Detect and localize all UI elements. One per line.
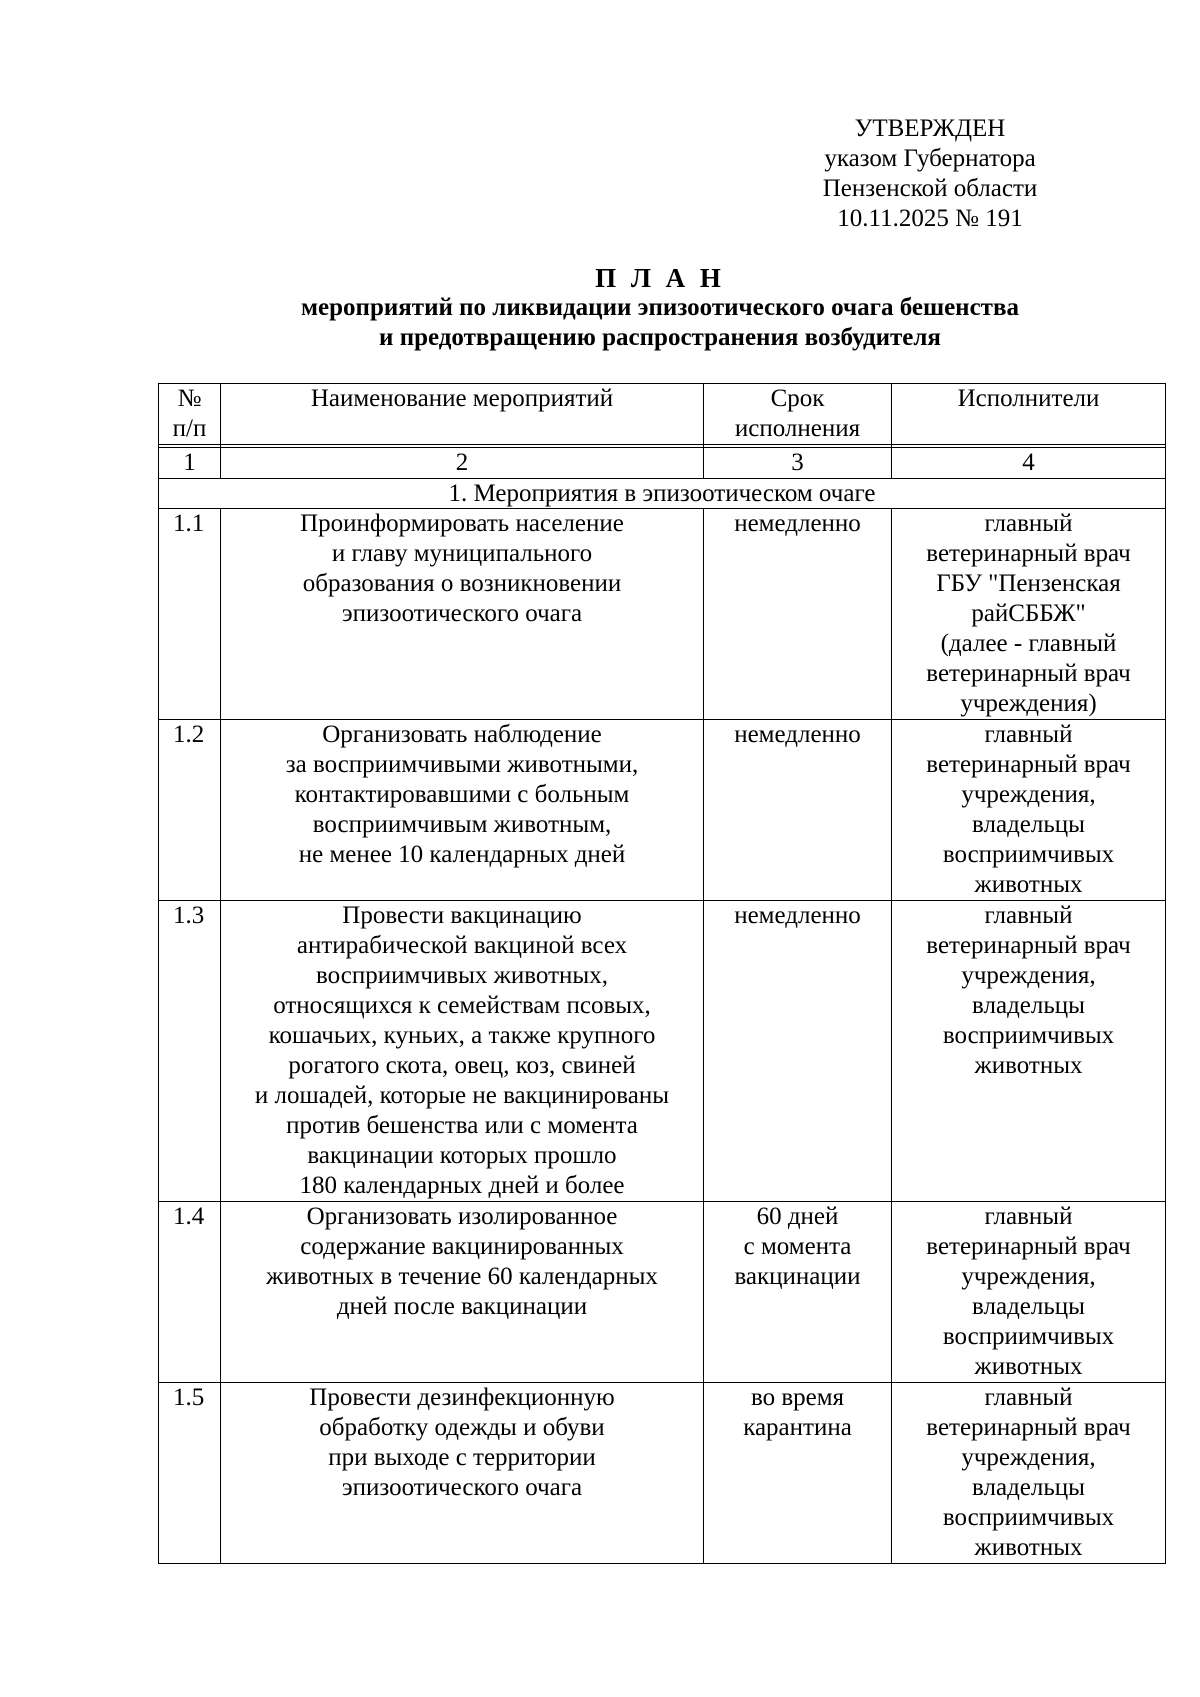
executors-line: учреждения,: [961, 962, 1096, 989]
action-line: рогатого скота, овец, коз, свиней: [288, 1052, 636, 1079]
deadline-line: вакцинации: [734, 1263, 861, 1290]
table-row: [159, 1383, 1166, 1564]
executors-line: главный: [984, 510, 1073, 537]
approval-line: указом Губернатора: [824, 145, 1036, 172]
column-number-cell: 4: [892, 448, 1166, 479]
executors-line: главный: [984, 1384, 1073, 1411]
action-line: и главу муниципального: [331, 540, 593, 567]
table-header-row: [159, 384, 1166, 445]
action-line: эпизоотического очага: [341, 1474, 583, 1501]
row-number: 1.4: [159, 1202, 221, 1383]
action-line: против бешенства или с момента: [286, 1112, 638, 1139]
executors-line: учреждения): [960, 690, 1097, 717]
approval-line: 10.11.2025 № 191: [837, 205, 1023, 232]
executors-line: главный: [984, 902, 1073, 929]
executors-line: учреждения,: [961, 781, 1096, 808]
executors-line: главный: [984, 1203, 1073, 1230]
table-row: [159, 720, 1166, 901]
action-line: Организовать наблюдение: [322, 721, 602, 748]
executors-line: ветеринарный врач: [926, 751, 1131, 778]
executors-line: владельцы: [972, 1474, 1085, 1501]
executors-line: ветеринарный врач: [926, 1233, 1131, 1260]
deadline-cell: [704, 901, 892, 1202]
action-cell: [221, 1202, 704, 1383]
action-line: восприимчивым животным,: [312, 811, 612, 838]
action-line: Провести дезинфекционную: [309, 1384, 615, 1411]
executors-line: животных: [974, 1353, 1083, 1380]
header-text: №: [177, 385, 202, 412]
action-line: при выходе с территории: [328, 1444, 596, 1471]
header-text: Наименование мероприятий: [310, 385, 614, 412]
action-line: образования о возникновении: [302, 570, 622, 597]
row-number: 1.5: [159, 1383, 221, 1564]
action-cell: [221, 720, 704, 901]
executors-line: животных: [974, 1534, 1083, 1561]
approval-line: УТВЕРЖДЕН: [854, 115, 1006, 142]
header-cell-deadline: [704, 384, 892, 445]
action-line: не менее 10 календарных дней: [298, 841, 626, 868]
row-number: 1.2: [159, 720, 221, 901]
executors-line: владельцы: [972, 1293, 1085, 1320]
action-line: за восприимчивыми животными,: [285, 751, 639, 778]
deadline-line: карантина: [743, 1414, 852, 1441]
executors-line: ГБУ "Пензенская: [936, 570, 1121, 597]
executors-line: ветеринарный врач: [926, 660, 1131, 687]
deadline-line: немедленно: [734, 721, 861, 748]
row-number: 1.1: [159, 509, 221, 720]
executors-line: учреждения,: [961, 1263, 1096, 1290]
action-line: эпизоотического очага: [341, 600, 583, 627]
executors-cell: [892, 509, 1166, 720]
column-number-cell: 3: [704, 448, 892, 479]
executors-line: (далее - главный: [940, 630, 1117, 657]
document-title: П Л А Н: [595, 263, 725, 293]
deadline-cell: [704, 720, 892, 901]
document-subtitle-line: мероприятий по ликвидации эпизоотического очага бешенства: [301, 294, 1019, 321]
executors-line: ветеринарный врач: [926, 932, 1131, 959]
deadline-cell: [704, 509, 892, 720]
column-number-cell: 2: [221, 448, 704, 479]
action-line: и лошадей, которые не вакцинированы: [254, 1082, 670, 1109]
action-cell: [221, 901, 704, 1202]
executors-cell: [892, 901, 1166, 1202]
header-text: Исполнители: [957, 385, 1100, 412]
deadline-line: немедленно: [734, 510, 861, 537]
deadline-line: 60 дней: [756, 1203, 839, 1230]
deadline-line: во время: [750, 1384, 845, 1411]
table-row: [159, 1202, 1166, 1383]
deadline-line: немедленно: [734, 902, 861, 929]
table-row: [159, 901, 1166, 1202]
header-cell-executors: [892, 384, 1166, 445]
header-cell-number: [159, 384, 221, 445]
header-text: Срок: [770, 385, 825, 412]
column-number-cell: 1: [159, 448, 221, 479]
action-line: кошачьих, куньих, а также крупного: [268, 1022, 656, 1049]
action-cell: [221, 1383, 704, 1564]
action-line: Провести вакцинацию: [342, 902, 582, 929]
section-title: 1. Мероприятия в эпизоотическом очаге: [159, 479, 1166, 509]
executors-line: животных: [974, 1052, 1083, 1079]
header-text: исполнения: [734, 415, 861, 442]
action-line: животных в течение 60 календарных: [266, 1263, 658, 1290]
executors-line: восприимчивых: [942, 1323, 1115, 1350]
approval-stamp: [790, 114, 1070, 234]
action-cell: [221, 509, 704, 720]
executors-line: животных: [974, 871, 1083, 898]
table-row: [159, 509, 1166, 720]
deadline-line: с момента: [743, 1233, 852, 1260]
document-subtitle-line: и предотвращению распространения возбудителя: [379, 324, 941, 351]
plan-table: [158, 383, 1166, 1564]
executors-cell: [892, 720, 1166, 901]
document-heading: [140, 263, 1180, 353]
column-number-row: [159, 448, 1166, 479]
executors-line: восприимчивых: [942, 841, 1115, 868]
executors-line: райСББЖ": [971, 600, 1086, 627]
section-row: [159, 479, 1166, 509]
action-line: обработку одежды и обуви: [319, 1414, 605, 1441]
action-line: вакцинации которых прошло: [307, 1142, 617, 1169]
executors-cell: [892, 1202, 1166, 1383]
executors-line: владельцы: [972, 811, 1085, 838]
deadline-cell: [704, 1202, 892, 1383]
header-cell-action: [221, 384, 704, 445]
plan-table-body: [159, 384, 1166, 1564]
executors-line: ветеринарный врач: [926, 540, 1131, 567]
action-line: контактировавшими с больным: [294, 781, 630, 808]
action-line: 180 календарных дней и более: [299, 1172, 625, 1199]
row-number: 1.3: [159, 901, 221, 1202]
action-line: дней после вакцинации: [336, 1293, 588, 1320]
action-line: антирабической вакциной всех: [296, 932, 628, 959]
executors-line: владельцы: [972, 992, 1085, 1019]
approval-line: Пензенской области: [822, 175, 1038, 202]
action-line: Организовать изолированное: [306, 1203, 618, 1230]
action-line: относящихся к семействам псовых,: [273, 992, 651, 1019]
executors-line: восприимчивых: [942, 1504, 1115, 1531]
executors-line: главный: [984, 721, 1073, 748]
action-line: Проинформировать население: [300, 510, 624, 537]
action-line: восприимчивых животных,: [316, 962, 608, 989]
header-text: п/п: [172, 415, 207, 442]
executors-line: учреждения,: [961, 1444, 1096, 1471]
action-line: содержание вакцинированных: [300, 1233, 624, 1260]
deadline-cell: [704, 1383, 892, 1564]
executors-cell: [892, 1383, 1166, 1564]
executors-line: восприимчивых: [942, 1022, 1115, 1049]
executors-line: ветеринарный врач: [926, 1414, 1131, 1441]
